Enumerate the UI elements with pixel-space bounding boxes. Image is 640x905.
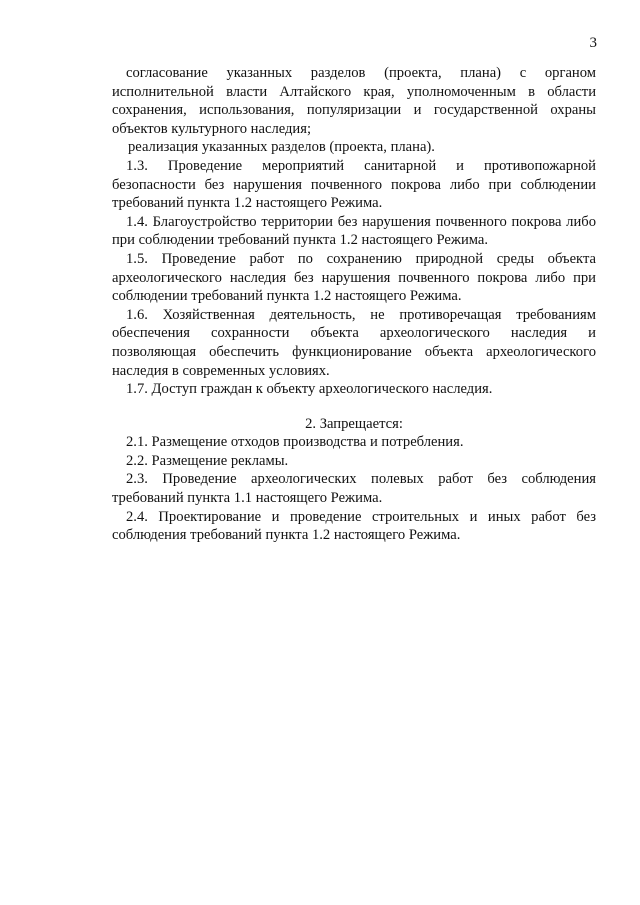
paragraph-1-6: 1.6. Хозяйственная деятельность, не противоречащая требованиям обеспечения сохранности объекта археологического наследия и позволяющая обеспечить функционирование объекта археологического наследия в современных условиях. xyxy=(112,306,596,379)
paragraph-agreement: согласование указанных разделов (проекта, плана) с органом исполнительной власти Алтайского края, уполномоченным в области сохранения, использования, популяризации и государственной охраны объектов культурного наследия; xyxy=(112,65,596,137)
paragraph-2-4: 2.4. Проектирование и проведение строительных и иных работ без соблюдения требований пункта 1.2 настоящего Режима. xyxy=(112,508,596,544)
document-body xyxy=(112,64,596,545)
page-number: 3 xyxy=(589,35,597,51)
paragraph-2-3: 2.3. Проведение археологических полевых работ без соблюдения требований пункта 1.1 настоящего Режима. xyxy=(112,471,596,507)
paragraph-2-2: 2.2. Размещение рекламы. xyxy=(126,452,289,469)
paragraph-2-1: 2.1. Размещение отходов производства и потребления. xyxy=(126,434,464,451)
section-1-continuation xyxy=(112,64,596,399)
paragraph-1-7: 1.7. Доступ граждан к объекту археологического наследия. xyxy=(126,381,493,398)
paragraph-1-4: 1.4. Благоустройство территории без нарушения почвенного покрова либо при соблюдении требований пункта 1.2 настоящего Режима. xyxy=(112,213,596,249)
paragraph-implementation: реализация указанных разделов (проекта, плана). xyxy=(128,139,435,156)
paragraph-1-3: 1.3. Проведение мероприятий санитарной и противопожарной безопасности без нарушения почвенного покрова либо при соблюдении требований пункта 1.2 настоящего Режима. xyxy=(112,157,596,212)
section-heading: 2. Запрещается: xyxy=(305,415,403,432)
paragraph-1-5: 1.5. Проведение работ по сохранению природной среды объекта археологического наследия без нарушения почвенного покрова либо при соблюдении требований пункта 1.2 настоящего Режима. xyxy=(112,250,596,305)
section-2 xyxy=(112,415,596,545)
